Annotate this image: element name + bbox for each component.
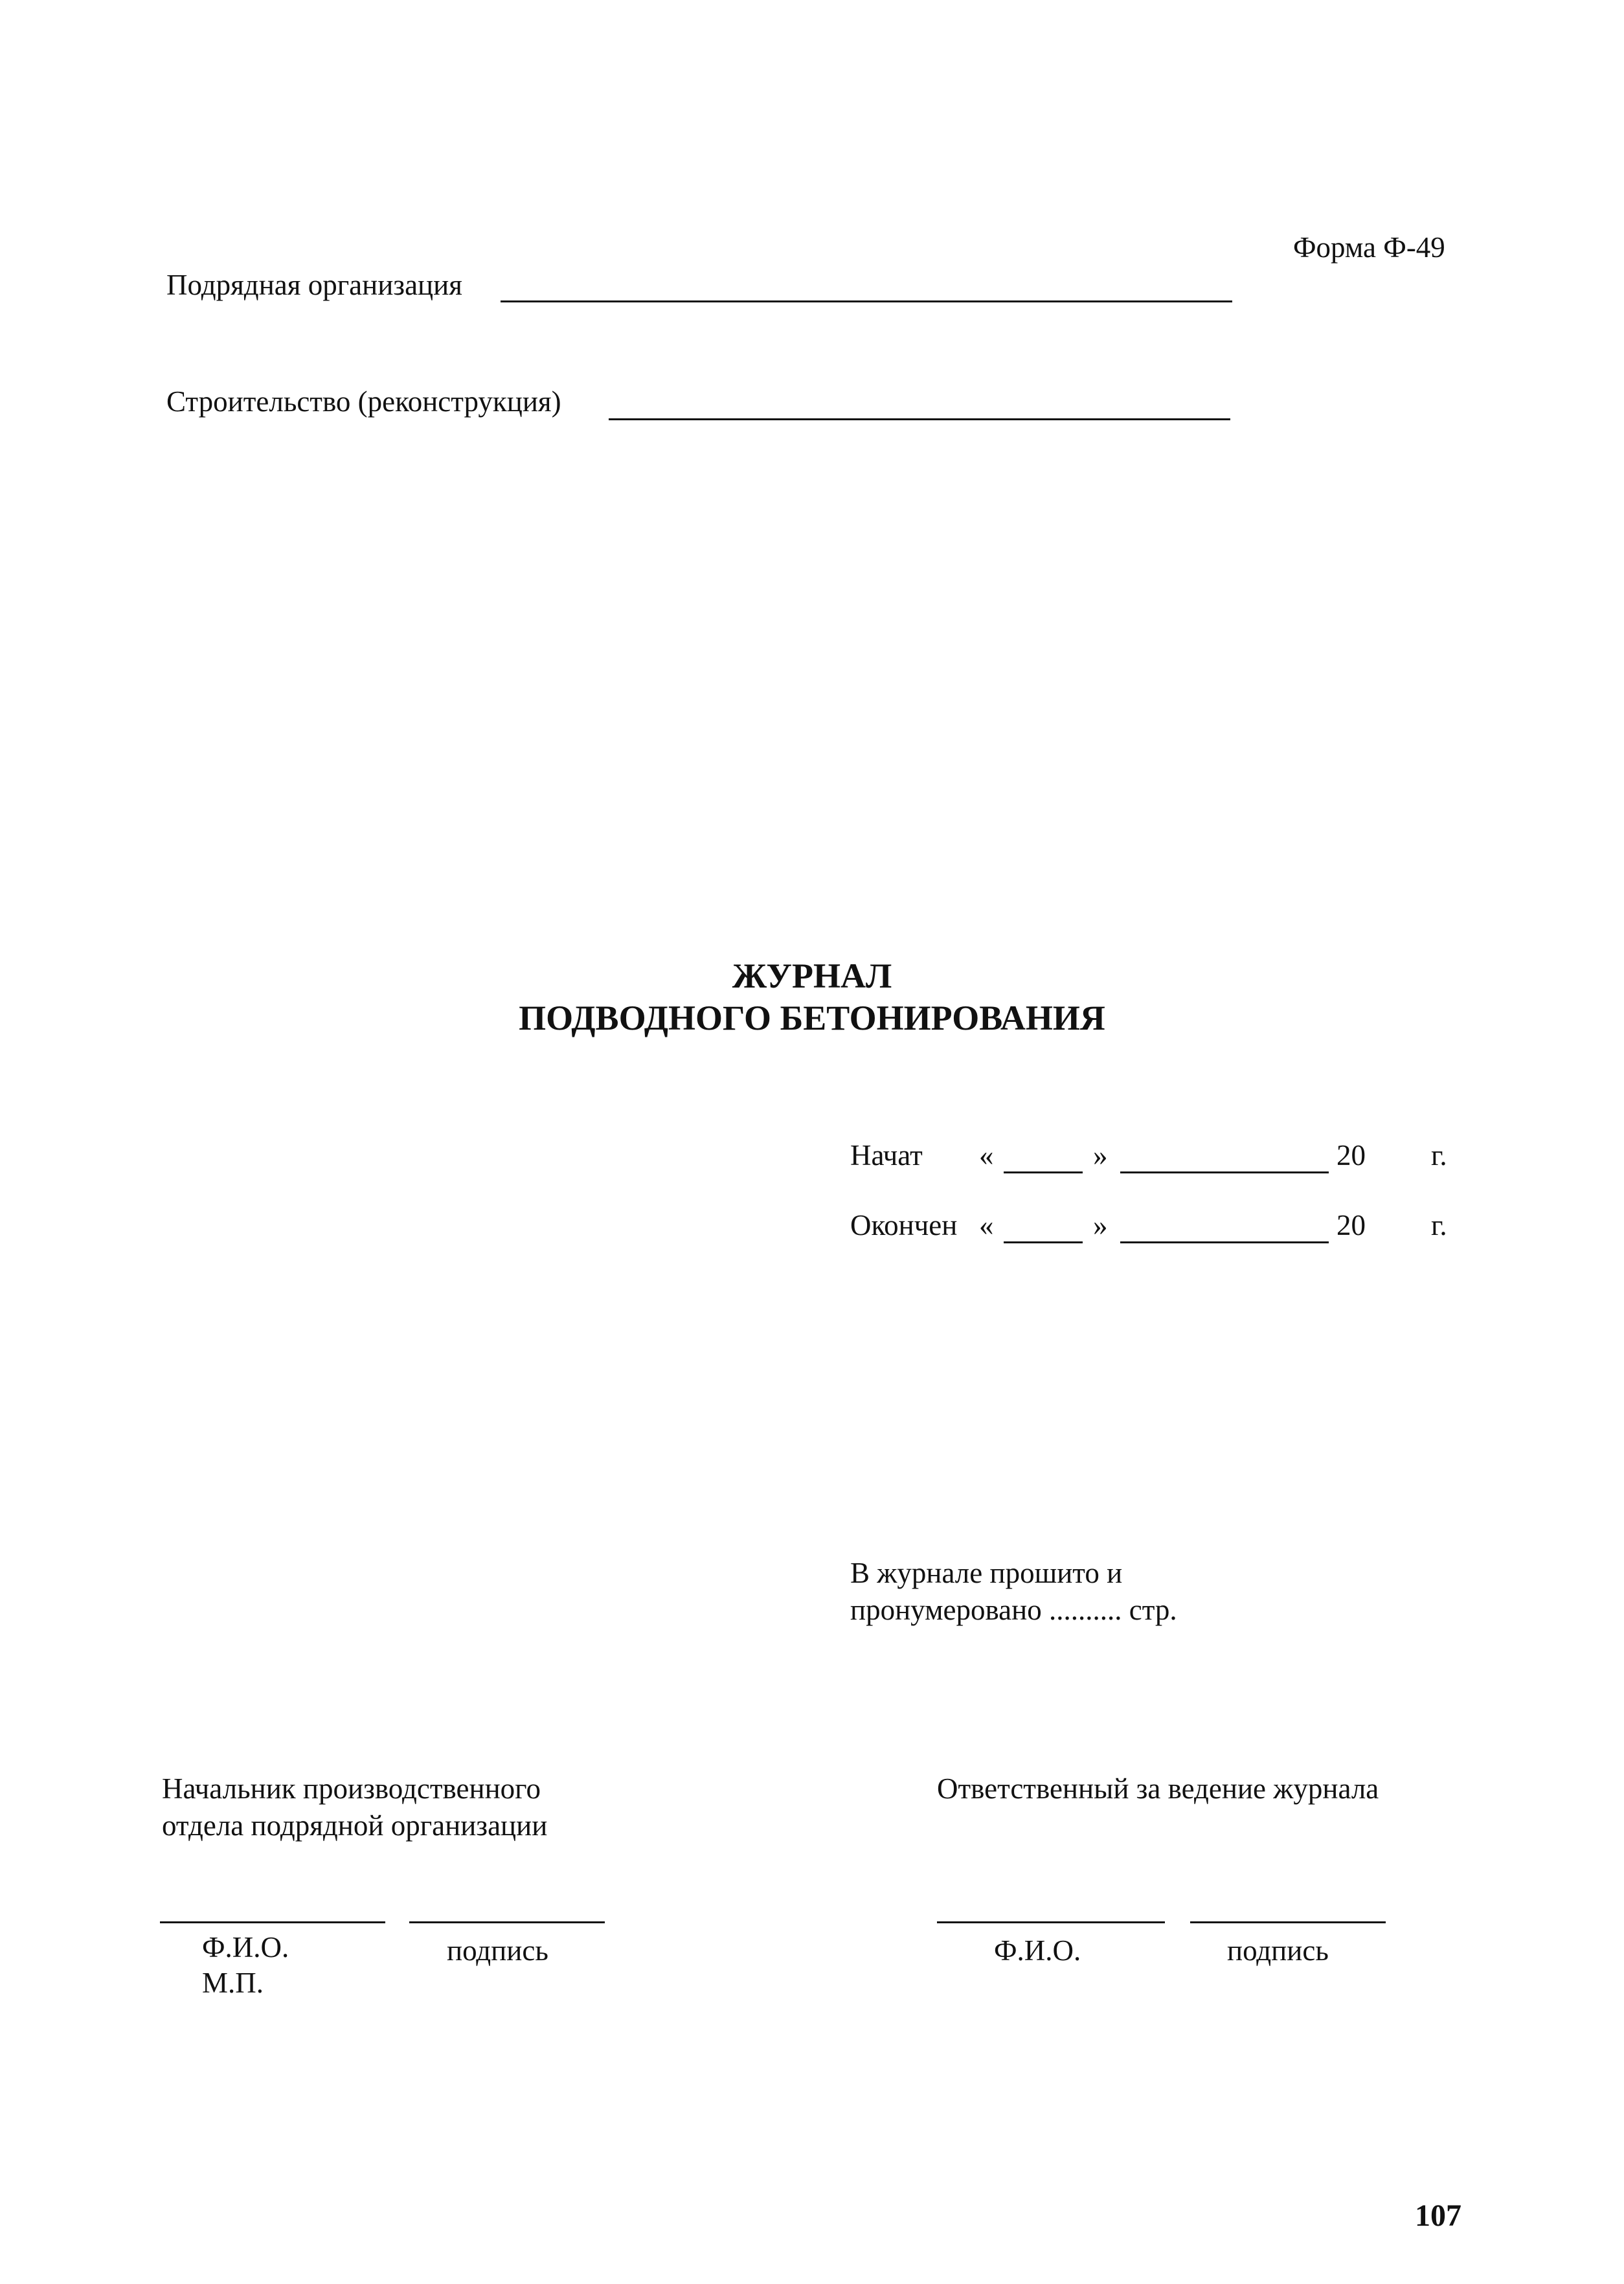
left-name-label: Ф.И.О. — [202, 1931, 289, 1963]
page-title: ЖУРНАЛ — [732, 956, 892, 995]
started-close-quote: » — [1093, 1139, 1108, 1171]
construction-label: Строительство (реконструкция) — [166, 385, 561, 418]
started-year-suffix: г. — [1431, 1139, 1447, 1171]
finished-year-prefix: 20 — [1336, 1209, 1366, 1241]
started-open-quote: « — [979, 1139, 994, 1171]
started-year-prefix: 20 — [1336, 1139, 1366, 1171]
left-signature-label: подпись — [447, 1934, 548, 1967]
finished-open-quote: « — [979, 1209, 994, 1241]
right-signature-label: подпись — [1227, 1934, 1329, 1967]
left-signature-line[interactable] — [409, 1921, 605, 1923]
finished-month-line[interactable] — [1120, 1241, 1329, 1243]
construction-field-line[interactable] — [609, 418, 1230, 420]
finished-year-suffix: г. — [1431, 1209, 1447, 1241]
finished-day-line[interactable] — [1004, 1241, 1083, 1243]
started-label: Начат — [850, 1139, 923, 1171]
contractor-field-line[interactable] — [501, 300, 1232, 302]
right-signer-title: Ответственный за ведение журнала — [937, 1772, 1379, 1805]
started-month-line[interactable] — [1120, 1171, 1329, 1173]
form-label: Форма Ф-49 — [1293, 231, 1445, 264]
left-signer-title-line2: отдела подрядной организации — [162, 1809, 548, 1842]
left-name-line[interactable] — [160, 1921, 385, 1923]
stamp-label: М.П. — [202, 1967, 264, 1999]
finished-close-quote: » — [1093, 1209, 1108, 1241]
page-number: 107 — [1415, 2199, 1461, 2233]
contractor-label: Подрядная организация — [166, 269, 462, 301]
right-signature-line[interactable] — [1190, 1921, 1386, 1923]
started-day-line[interactable] — [1004, 1171, 1083, 1173]
left-signer-title-line1: Начальник производственного — [162, 1772, 541, 1805]
finished-label: Окончен — [850, 1209, 958, 1241]
binding-note-line2: пронумеровано .......... стр. — [850, 1594, 1177, 1626]
page-subtitle: ПОДВОДНОГО БЕТОНИРОВАНИЯ — [519, 999, 1105, 1037]
right-name-label: Ф.И.О. — [994, 1934, 1081, 1967]
binding-note-line1: В журнале прошито и — [850, 1557, 1123, 1589]
right-name-line[interactable] — [937, 1921, 1165, 1923]
